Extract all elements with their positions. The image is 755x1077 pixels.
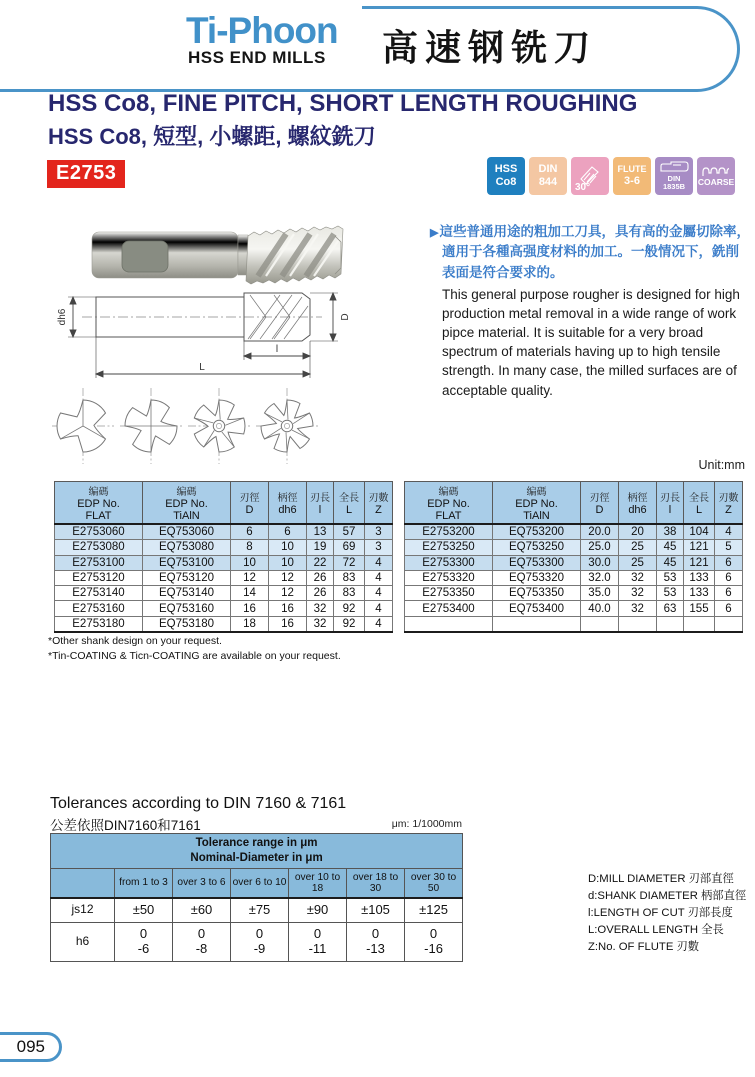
table-cell: 45 [657,555,684,570]
table-cell: 16 [269,601,307,616]
badge-coarse [697,157,735,195]
table-cell: 3 [365,524,393,540]
product-code-badge: E2753 [47,160,125,188]
table-cell: 6 [715,586,743,601]
table-row [55,586,393,601]
tolerance-row [51,922,463,961]
badge-tip-angle-30 [571,157,609,195]
table-cell: 133 [684,570,715,585]
column-header: 刃長 l [307,482,334,525]
column-header: 刃長 l [657,482,684,525]
table-cell: 5 [715,540,743,555]
table-cell: 53 [657,586,684,601]
table-cell: 10 [269,555,307,570]
table-header-row [55,482,393,525]
tolerance-value: ±50 [115,898,173,922]
table-cell: E2753180 [55,616,143,632]
tolerance-table [50,833,463,962]
table-cell: EQ753140 [143,586,231,601]
description-block [430,222,752,400]
brand-subtitle: HSS END MILLS [188,48,326,67]
table-cell: 133 [684,586,715,601]
table-cell: 121 [684,540,715,555]
table-cell [657,616,684,632]
tolerance-range-header: from 1 to 3 [115,868,173,898]
table-cell: 53 [657,570,684,585]
table-row [405,586,743,601]
table-cell [493,616,581,632]
tolerance-value: ±90 [289,898,347,922]
footnote: *Other shank design on your request. [48,635,222,647]
badge-label: 3-6 [624,174,640,187]
badge-label: Co8 [495,176,517,188]
table-cell: EQ753120 [143,570,231,585]
column-header: 编碼 EDP No. TiAlN [493,482,581,525]
table-cell: 4 [715,524,743,540]
table-cell: E2753160 [55,601,143,616]
badge-flute-3-6 [613,157,651,195]
table-cell: 45 [657,540,684,555]
table-cell: 10 [269,540,307,555]
legend-line: Z:No. OF FLUTE 刃數 [588,941,700,953]
tolerance-title-en: Tolerances according to DIN 7160 & 7161 [50,795,347,812]
table-row [405,555,743,570]
tolerance-value: 0 -11 [289,922,347,961]
tolerance-value: ±125 [405,898,463,922]
column-header: 刃徑 D [231,482,269,525]
badge-label: HSS [494,163,518,176]
table-row [55,555,393,570]
table-cell: 4 [365,616,393,632]
column-header: 刃徑 D [581,482,619,525]
table-cell: 32 [619,586,657,601]
table-cell: EQ753400 [493,601,581,616]
table-cell [684,616,715,632]
tolerance-value: 0 -16 [405,922,463,961]
table-cell: 14 [231,586,269,601]
table-cell: 4 [365,570,393,585]
column-header: 全長 L [334,482,365,525]
column-header: 编碼 EDP No. TiAlN [143,482,231,525]
tolerance-row [51,898,463,922]
table-cell: EQ753320 [493,570,581,585]
column-header: 全長 L [684,482,715,525]
cutter-end-view-4-flute [120,386,182,466]
table-cell: 32 [619,601,657,616]
table-cell: EQ753160 [143,601,231,616]
table-cell: EQ753250 [493,540,581,555]
badge-din-844 [529,157,567,195]
table-cell: E2753350 [405,586,493,601]
footnotes [48,634,341,664]
description-cn [430,222,752,283]
table-cell: 12 [269,570,307,585]
table-row [55,524,393,540]
column-header: 刃數 Z [715,482,743,525]
legend-line: L:OVERALL LENGTH 全長 [588,924,724,936]
table-cell: 57 [334,524,365,540]
cutter-end-view-3-flute [52,386,114,466]
table-row [55,570,393,585]
table-cell: 6 [231,524,269,540]
description-cn-text: 這些普通用途的粗加工刀具，具有高的金屬切除率，適用于各種高强度材料的加工。一般情况下，銑削表面是符合要求的。 [439,224,750,280]
table-row [55,601,393,616]
badge-label: 1835B [662,182,686,191]
description-en: This general purpose rougher is designed for high production metal removal in a wide range of work pipce material. It is suitable for a very broad spectrum of materials having up to high tensile strength. In many case, the milled surfaces are of acceptable quality. [442,286,740,398]
table-cell: EQ753100 [143,555,231,570]
wave-icon [702,166,730,178]
table-row [405,570,743,585]
table-row [405,524,743,540]
table-row [405,616,743,632]
header-title-cn: 高速钢铣刀 [382,27,598,68]
table-cell: 40.0 [581,601,619,616]
dim-label-shank-diameter: dh6 [57,308,68,326]
pointer-icon: ▶ [430,227,439,239]
table-row [405,601,743,616]
table-cell: 6 [715,570,743,585]
dimension-legend [588,871,746,956]
footnote: *Tin-COATING & Ticn-COATING are available on your request. [48,650,341,663]
tolerance-header-line2: Nominal-Diameter in μm [190,851,323,864]
table-cell: 3 [365,540,393,555]
table-cell: EQ753080 [143,540,231,555]
tolerance-range-header: over 10 to 18 [289,868,347,898]
column-header: 柄徑 dh6 [269,482,307,525]
table-cell: 12 [269,586,307,601]
table-cell: 4 [365,586,393,601]
tolerance-range-header: over 3 to 6 [173,868,231,898]
table-cell: E2753100 [55,555,143,570]
table-cell: 83 [334,570,365,585]
table-cell: EQ753200 [493,524,581,540]
tolerance-header-line1: Tolerance range in μm [195,837,318,849]
table-cell: 121 [684,555,715,570]
cutter-end-view-5-flute [188,386,250,466]
tolerance-title-cn: 公差依照DIN7160和7161 [50,818,201,833]
table-cell: EQ753060 [143,524,231,540]
table-cell: 72 [334,555,365,570]
table-cell: 16 [269,616,307,632]
badge-label: FLUTE [617,163,647,174]
tolerance-range-header: over 18 to 30 [347,868,405,898]
tolerance-row-label: h6 [51,922,115,961]
tolerance-value: ±105 [347,898,405,922]
cutter-end-view-6-flute [256,386,318,466]
flute-cross-sections [52,386,318,466]
table-cell: 26 [307,570,334,585]
dim-label-overall-length: L [199,362,205,373]
table-cell: 69 [334,540,365,555]
column-header: 刃數 Z [365,482,393,525]
column-header: 编碼 EDP No. FLAT [55,482,143,525]
page-number: 095 [16,1037,45,1056]
table-cell: E2753140 [55,586,143,601]
legend-line: l:LENGTH OF CUT 刃部長度 [588,907,733,919]
dim-label-mill-diameter: D [340,313,351,321]
brand-logo: Ti-Phoon [186,10,338,51]
table-cell: 13 [307,524,334,540]
table-cell: E2753200 [405,524,493,540]
table-cell: 32 [619,570,657,585]
table-cell: 32.0 [581,570,619,585]
table-cell: EQ753350 [493,586,581,601]
badge-label: DIN [667,174,681,184]
badge-label: 844 [538,176,558,188]
tolerance-value: 0 -9 [231,922,289,961]
table-cell: E2753320 [405,570,493,585]
table-cell: 104 [684,524,715,540]
table-row [55,540,393,555]
table-cell: E2753400 [405,601,493,616]
table-cell: 92 [334,616,365,632]
table-cell: 25.0 [581,540,619,555]
table-cell: 38 [657,524,684,540]
legend-line: d:SHANK DIAMETER 柄部直徑 [588,890,747,902]
tolerance-range-header: over 6 to 10 [231,868,289,898]
badge-label: COARSE [697,176,735,187]
table-cell: 30.0 [581,555,619,570]
table-cell: 18 [231,616,269,632]
table-cell: 6 [269,524,307,540]
table-cell: 20 [619,524,657,540]
page-title-en: HSS Co8, FINE PITCH, SHORT LENGTH ROUGHING [48,90,638,117]
dimension-drawing [52,286,382,384]
tolerance-value: 0 -13 [347,922,405,961]
tolerance-span-header [51,834,463,869]
table-cell: 8 [231,540,269,555]
table-cell: 4 [365,555,393,570]
tolerance-corner-cell [51,868,115,898]
table-cell: 10 [231,555,269,570]
table-cell: 35.0 [581,586,619,601]
table-cell: 19 [307,540,334,555]
table-cell [405,616,493,632]
table-cell: 12 [231,570,269,585]
table-cell: 4 [365,601,393,616]
badge-label: 30° [575,181,591,193]
table-cell: 92 [334,601,365,616]
table-cell: E2753300 [405,555,493,570]
unit-note: Unit:mm [698,458,745,472]
table-cell: 32 [307,601,334,616]
table-cell [715,616,743,632]
table-cell: EQ753180 [143,616,231,632]
badge-hss-co8 [487,157,525,195]
table-cell: EQ753300 [493,555,581,570]
table-cell: 32 [307,616,334,632]
table-cell: 25 [619,540,657,555]
column-header: 柄徑 dh6 [619,482,657,525]
table-cell: 26 [307,586,334,601]
dim-label-cut-length: l [275,344,279,355]
spec-badge-row [487,157,735,195]
table-cell: 20.0 [581,524,619,540]
tolerance-range-header: over 30 to 50 [405,868,463,898]
tolerance-row-label: js12 [51,898,115,922]
tolerance-value: ±60 [173,898,231,922]
table-cell: 63 [657,601,684,616]
badge-din-1835b [655,157,693,195]
table-cell: 25 [619,555,657,570]
table-row [55,616,393,632]
tolerance-value: ±75 [231,898,289,922]
table-cell: 6 [715,601,743,616]
tolerance-range-header-row [51,868,463,898]
edp-table-large-diameters [404,481,743,633]
tolerance-value: 0 -6 [115,922,173,961]
table-cell: 83 [334,586,365,601]
table-cell: E2753060 [55,524,143,540]
page-number-pill [0,1032,62,1062]
table-cell [619,616,657,632]
page-title-cn: HSS Co8, 短型, 小螺距, 螺紋銑刀 [48,124,376,149]
table-cell: E2753250 [405,540,493,555]
column-header: 编碼 EDP No. FLAT [405,482,493,525]
tolerance-value: 0 -8 [173,922,231,961]
product-photo [90,224,345,286]
table-cell: 6 [715,555,743,570]
badge-label: DIN [538,163,558,176]
table-cell: 16 [231,601,269,616]
table-cell: 22 [307,555,334,570]
table-row [405,540,743,555]
table-cell: E2753080 [55,540,143,555]
edp-table-small-diameters [54,481,393,633]
table-cell: 155 [684,601,715,616]
shank-icon [659,161,689,175]
tolerance-header-cell [51,834,463,869]
table-cell [581,616,619,632]
legend-line: D:MILL DIAMETER 刃部直徑 [588,873,734,885]
table-header-row [405,482,743,525]
table-cell: E2753120 [55,570,143,585]
tolerance-unit-note: μm: 1/1000mm [391,818,462,830]
